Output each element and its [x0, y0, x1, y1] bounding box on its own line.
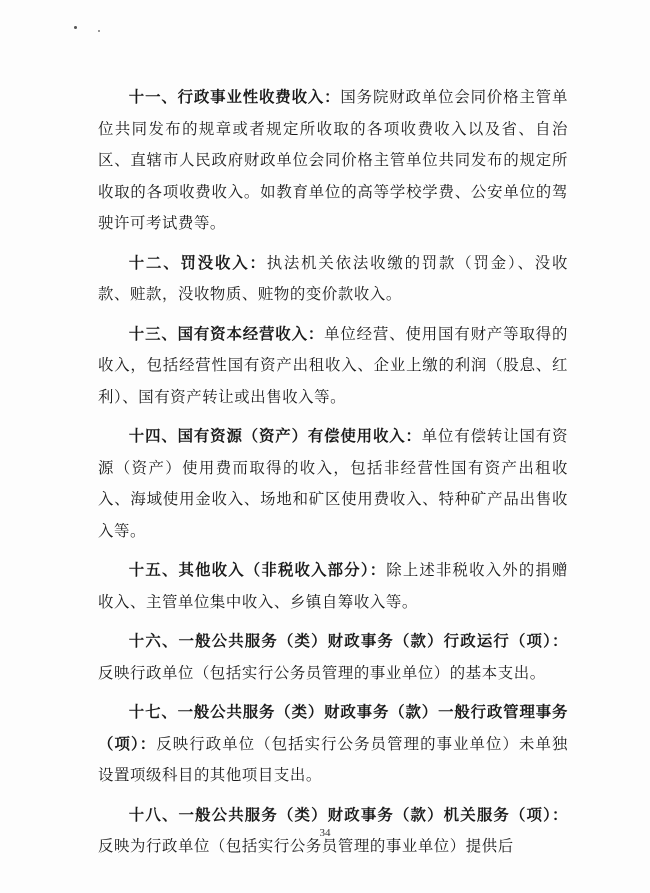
scan-speck [74, 26, 77, 29]
paragraph-14 [98, 421, 568, 547]
paragraph-15 [98, 555, 568, 618]
paragraph-text: 国务院财政单位会同价格主管单位共同发布的规章或者规定所收取的各项收费收入以及省、自治区、直辖市人民政府财政单位会同价格主管单位共同发布的规定所收取的各项收费收入。如教育单位的高等学校学费、公安单位的驾驶许可考试费等。 [98, 88, 568, 232]
paragraph-text: 单位有偿转让国有资源（资产）使用费而取得的收入，包括非经营性国有资产出租收入、海域使用金收入、场地和矿区使用费收入、特种矿产品出售收入等。 [98, 427, 568, 540]
paragraph-heading: 十五、其他收入（非税收入部分）： [128, 561, 387, 579]
paragraph-text: 反映行政单位（包括实行公务员管理的事业单位）的基本支出。 [98, 663, 546, 682]
paragraph-heading: 十七、一般公共服务（类）财政事务（款）一般行政管理事务（项）： [98, 703, 568, 753]
paragraph-heading: 十六、一般公共服务（类）财政事务（款）行政运行（项）： [128, 632, 568, 650]
paragraph-text: 除上述非税收入外的捐赠收入、主管单位集中收入、乡镇自筹收入等。 [98, 561, 568, 611]
paragraph-12 [98, 248, 568, 311]
paragraph-heading: 十二、罚没收入： [128, 253, 267, 272]
paragraph-11 [98, 82, 568, 240]
scan-speck [98, 30, 100, 32]
paragraph-17 [98, 697, 568, 792]
paragraph-heading: 十八、一般公共服务（类）财政事务（款）机关服务（项）： [128, 805, 568, 824]
page-number: 34 [319, 827, 331, 839]
paragraph-text: 反映为行政单位（包括实行公务员管理的事业单位）提供后 [98, 837, 514, 855]
paragraph-16 [98, 626, 568, 689]
paragraph-text: 执法机关依法收缴的罚款（罚金）、没收款、赃款，没收物质、赃物的变价款收入。 [98, 253, 568, 303]
paragraph-heading: 十三、国有资本经营收入： [128, 324, 325, 343]
paragraph-heading: 十一、行政事业性收费收入： [128, 88, 341, 106]
paragraph-text: 反映行政单位（包括实行公务员管理的事业单位）未单独设置项级科目的其他项目支出。 [98, 734, 568, 784]
paragraph-text: 单位经营、使用国有财产等取得的收入，包括经营性国有资产出租收入、企业上缴的利润（股息、红利）、国有资产转让或出售收入等。 [98, 324, 568, 406]
paragraph-13 [98, 319, 568, 414]
body-text [98, 82, 568, 871]
paragraph-heading: 十四、国有资源（资产）有偿使用收入： [128, 427, 422, 445]
